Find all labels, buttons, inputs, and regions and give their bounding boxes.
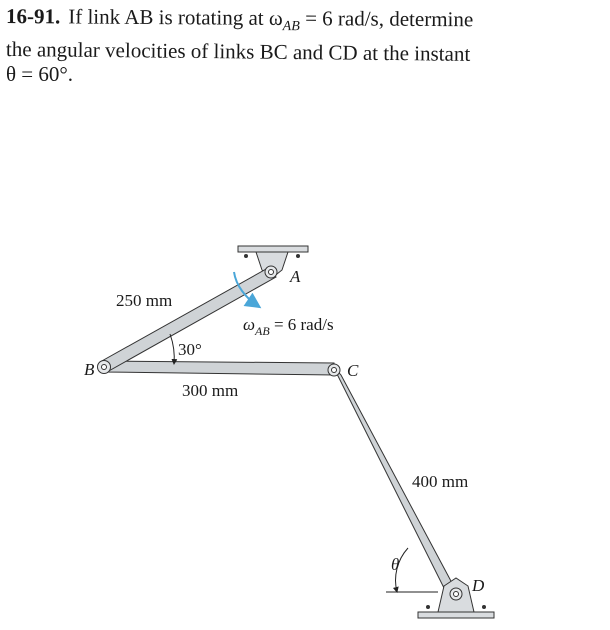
pin-c bbox=[328, 364, 340, 376]
omega-value: = 6 rad/s bbox=[269, 315, 334, 334]
pin-a bbox=[265, 266, 277, 278]
pin-b bbox=[98, 361, 111, 374]
dimension-ab: 250 mm bbox=[116, 291, 173, 310]
angle-theta-label: θ bbox=[391, 555, 400, 574]
link-bc bbox=[104, 361, 335, 375]
angle-b-label: 30° bbox=[178, 340, 202, 359]
omega-symbol: ω bbox=[243, 315, 256, 334]
label-d: D bbox=[472, 576, 485, 595]
label-b: B bbox=[84, 360, 95, 379]
problem-line-2: the angular velocities of links BC and CD at the instant bbox=[5, 37, 471, 67]
omega-ab-label bbox=[243, 315, 334, 338]
problem-omega-sub: AB bbox=[282, 19, 300, 35]
angle-b-arc bbox=[170, 334, 174, 364]
omega-subscript: AB bbox=[255, 324, 270, 338]
problem-text-1-rest: = 6 rad/s, determine bbox=[299, 6, 474, 32]
dimension-cd: 400 mm bbox=[412, 472, 469, 491]
problem-number: 16-91. bbox=[5, 4, 61, 29]
label-c: C bbox=[347, 361, 359, 380]
dimension-bc: 300 mm bbox=[182, 381, 239, 400]
problem-text-1: If link AB is rotating at ω bbox=[68, 4, 283, 30]
label-a: A bbox=[290, 267, 301, 286]
problem-line-3: θ = 60°. bbox=[6, 62, 74, 87]
